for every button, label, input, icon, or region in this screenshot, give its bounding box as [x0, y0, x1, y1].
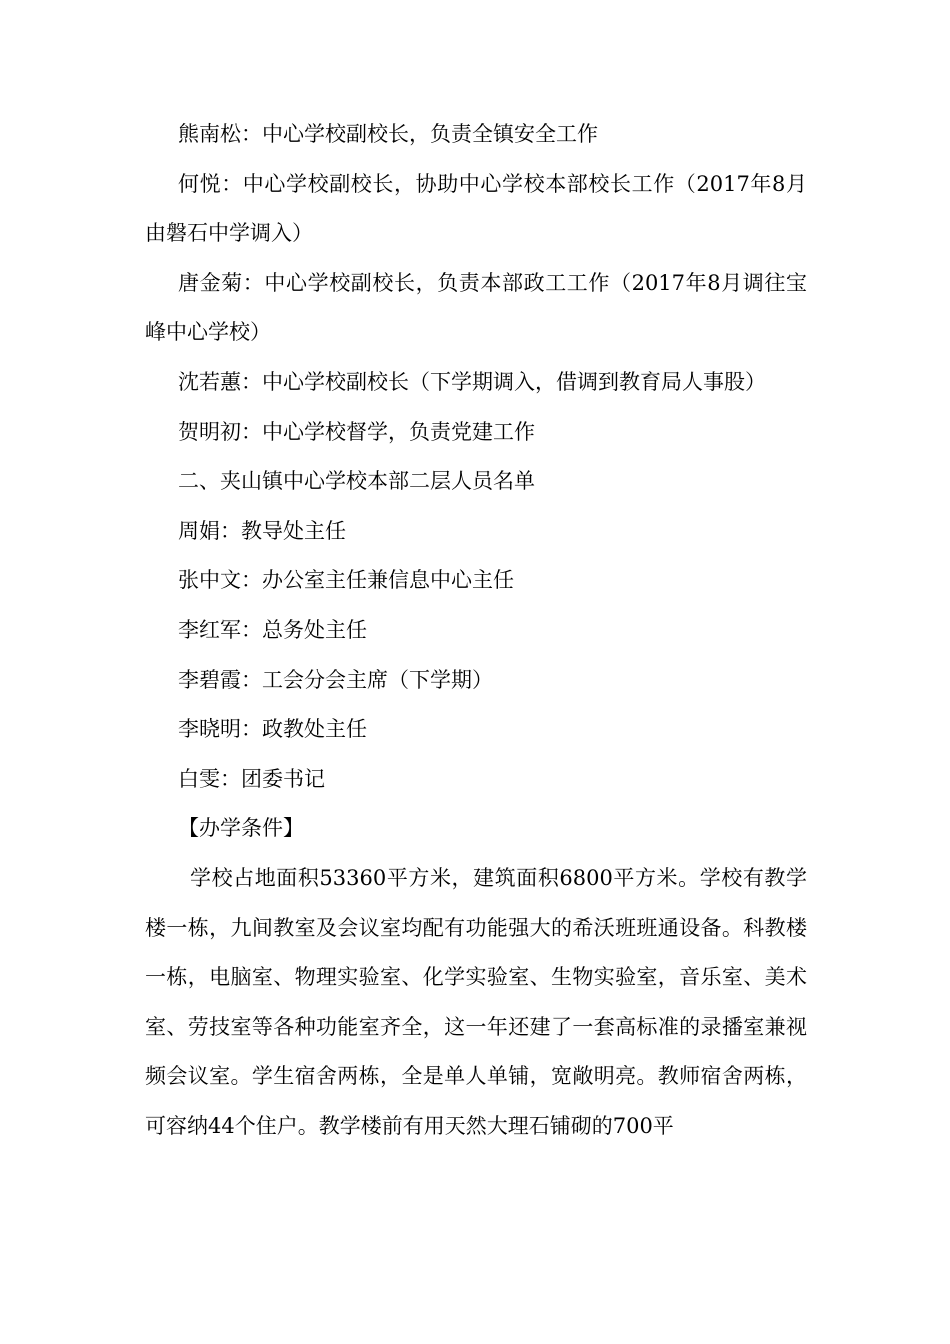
staff-entry-shen-ruohui: 沈若蕙：中心学校副校长（下学期调入，借调到教育局人事股）: [178, 369, 766, 394]
staff-entry-he-mingchu: 贺明初：中心学校督学，负责党建工作: [178, 419, 535, 444]
school-conditions-paragraph: 学校占地面积53360平方米，建筑面积6800平方米。学校有教学楼一栋，九间教室及会议室均配有功能强大的希沃班班通设备。科教楼一栋，电脑室、物理实验室、化学实验室、生物实验室，音乐室、美术室、劳技室等各种功能室齐全，这一年还建了一套高标准的录播室兼视频会议室。学生宿舍两栋，全是单人单铺，宽敞明亮。教师宿舍两栋，可容纳44个住户。教学楼前有用天然大理石铺砌的700平: [145, 865, 807, 1138]
section-heading-school-conditions: 【办学条件】: [178, 816, 304, 841]
staff-entry-zhou-juan: 周娟：教导处主任: [178, 518, 346, 543]
staff-entry-xiong-nansong: 熊南松：中心学校副校长，负责全镇安全工作: [178, 122, 598, 146]
staff-entry-zhang-zhongwen: 张中文：办公室主任兼信息中心主任: [178, 568, 514, 593]
staff-entry-li-bixia: 李碧霞：工会分会主席（下学期）: [178, 667, 493, 692]
section-heading-staff-list: 二、夹山镇中心学校本部二层人员名单: [178, 469, 535, 494]
staff-entry-li-xiaoming: 李晓明：政教处主任: [178, 717, 367, 742]
staff-entry-li-hongjun: 李红军：总务处主任: [178, 617, 367, 642]
staff-entry-bai-wen: 白雯：团委书记: [178, 766, 325, 791]
document-page: [145, 110, 807, 1151]
staff-entry-he-yue: 何悦：中心学校副校长，协助中心学校本部校长工作（2017年8月由磐石中学调入）: [145, 171, 807, 246]
staff-entry-tang-jinju: 唐金菊：中心学校副校长，负责本部政工工作（2017年8月调往宝峰中心学校）: [145, 270, 807, 345]
